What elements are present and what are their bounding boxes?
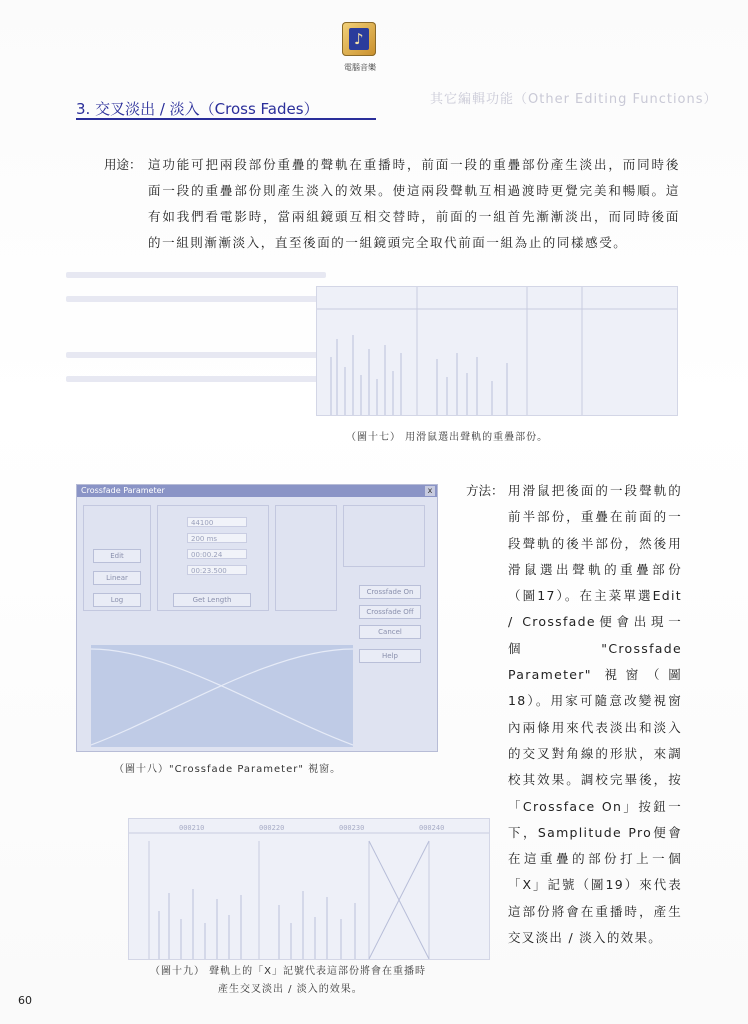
book-series-label: 電腦音樂 xyxy=(344,63,376,72)
figure-19-caption-line-2: 產生交叉淡出 / 淡入的效果。 xyxy=(218,984,363,995)
section-title: 3. 交叉淡出 / 淡入（Cross Fades） xyxy=(76,100,319,118)
dialog-title-bar: Crossfade Parameter xyxy=(77,485,437,497)
ruler-label: 000220 xyxy=(259,824,285,832)
bleed-through-heading: 其它編輯功能（Other Editing Functions） xyxy=(430,92,718,107)
help-button: Help xyxy=(359,649,421,663)
figure-19-track-screenshot xyxy=(128,818,490,960)
music-logo-icon: ♪ xyxy=(342,22,376,56)
title-underline xyxy=(76,118,376,120)
log-button: Log xyxy=(93,593,141,607)
track-x-mark-graphic xyxy=(129,819,489,959)
method-label: 方法： xyxy=(466,483,504,498)
figure-17-caption: （圖十七） 用滑鼠選出聲軌的重疊部份。 xyxy=(346,432,549,443)
bleed-through-line xyxy=(66,376,326,382)
linear-button: Linear xyxy=(93,571,141,585)
purpose-label: 用途： xyxy=(104,157,142,172)
ruler-label: 000240 xyxy=(419,824,445,832)
method-paragraph: 用滑鼠把後面的一段聲軌的前半部份，重疊在前面的一段聲軌的後半部份，然後用滑鼠選出聲軌的重疊部份（圖17）。在主菜單選Edit / Crossfade便會出現一個"Crossfade Parameter" 視窗（圖18）。用家可隨意改變視窗內兩條用來代表淡出和淡入的交叉對角線的形狀，來調校其效果。調校完畢後，按「Crossface On」按鈕一下，Samplitude Pro便會在這重疊的部份打上一個「X」記號（圖19）來代表這部份將會在重播時，產生交叉淡出 / 淡入的效果。 xyxy=(508,483,682,946)
smpte-field: 00:00.24 xyxy=(187,549,247,559)
samples-field: 44100 xyxy=(187,517,247,527)
position-field: 00:23.500 xyxy=(187,565,247,575)
ruler-label: 000230 xyxy=(339,824,365,832)
fade-out-edit-button: Edit xyxy=(93,549,141,563)
waveform-graphic xyxy=(317,287,677,415)
crossfade-off-button: Crossfade Off xyxy=(359,605,421,619)
purpose-paragraph: 這功能可把兩段部份重疊的聲軌在重播時，前面一段的重疊部份產生淡出，而同時後面一段的重疊部份則產生淡入的效果。使這兩段聲軌互相過渡時更覺完美和暢順。這有如我們看電影時，當兩組鏡頭互相交替時，前面的一組首先漸漸淡出，而同時後面的一組則漸漸淡入，直至後面的一組鏡頭完全取代前面一組為止的同樣感受。 xyxy=(148,157,680,250)
crossfade-curves xyxy=(91,645,353,747)
figure-18-caption: （圖十八）"Crossfade Parameter" 視窗。 xyxy=(114,764,342,775)
crossfade-on-button: Crossfade On xyxy=(359,585,421,599)
ruler-label: 000210 xyxy=(179,824,205,832)
crossfade-parameter-dialog xyxy=(76,484,438,752)
figure-19-caption-line-1: （圖十九） 聲軌上的「X」記號代表這部份將會在重播時 xyxy=(150,966,427,977)
global-group xyxy=(343,505,425,567)
page-number: 60 xyxy=(18,994,32,1007)
cancel-button: Cancel xyxy=(359,625,421,639)
figure-17-track-screenshot xyxy=(316,286,678,416)
fade-in-group xyxy=(275,505,337,611)
get-length-button: Get Length xyxy=(173,593,251,607)
crossfade-curve-plot xyxy=(91,645,353,747)
bleed-through-line xyxy=(66,296,326,302)
close-icon: x xyxy=(425,486,435,496)
bleed-through-line xyxy=(66,272,326,278)
bleed-through-line xyxy=(66,352,326,358)
milliseconds-field: 200 ms xyxy=(187,533,247,543)
